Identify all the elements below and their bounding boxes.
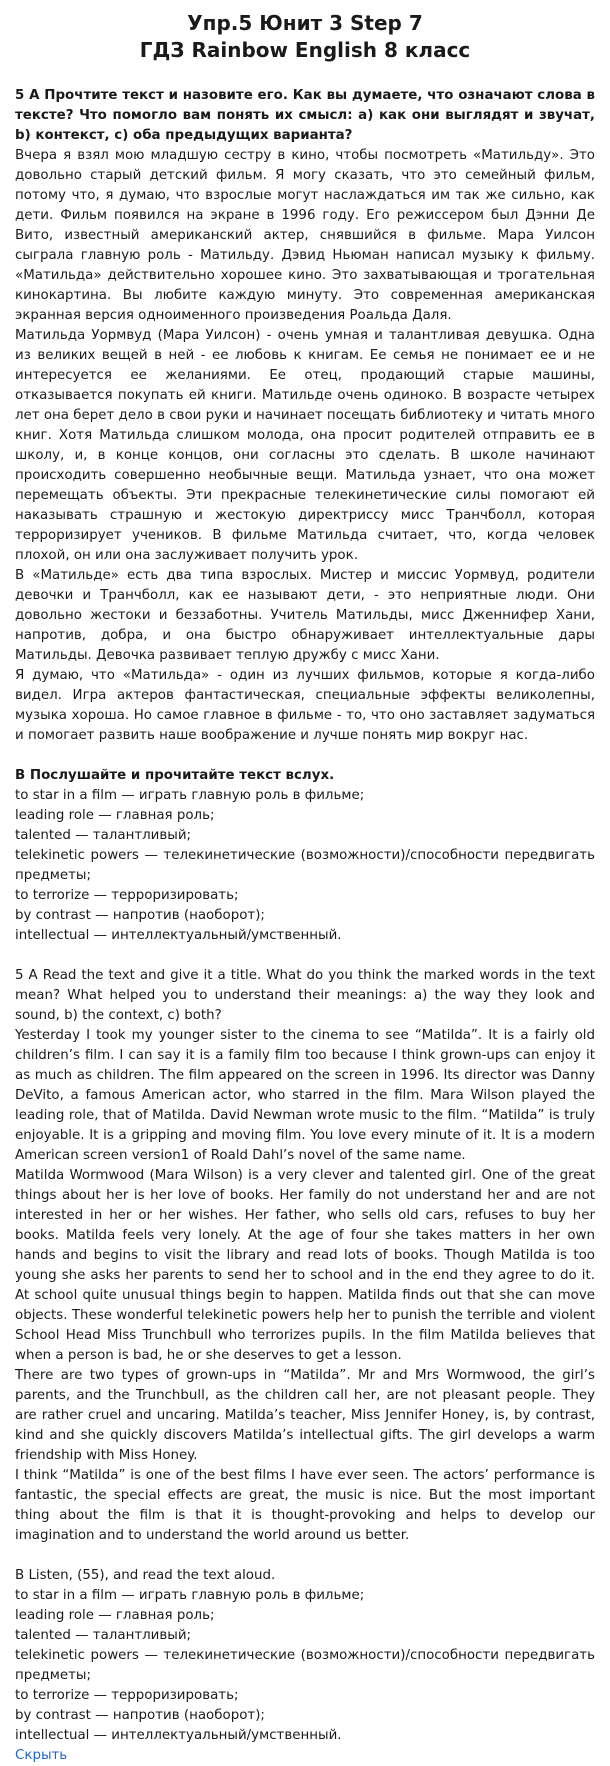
ru-task-a-heading: 5 A Прочтите текст и назовите его. Как вы думаете, что означают слова в тексте? Что помогло вам понять их смысл: а) как они выглядят и звучат, b) контекст, с) оба предыдущих варианта?	[15, 88, 595, 143]
en-vocab-item: to terrorize — терроризировать;	[15, 1688, 239, 1703]
ru-paragraph: Матильда Уормвуд (Мара Уилсон) - очень умная и талантливая девушка. Одна из великих вещей в ней - ее любовь к книгам. Ее семья не понимает ее и не интересуется ее желаниями. Ее отец, продающий старые машины, отказывается покупать ей книги. Матильде очень одиноко. В возрасте четырех лет она берет дело в свои руки и начинает посещать библиотеку и читать много книг. Хотя Матильда слишком молода, она просит родителей отправить ее в школу, и, в конце концов, они согласны это сделать. В школе начинают происходить совершенно необычные вещи. Матильда узнает, что она может перемещать объекты. Эти прекрасные телекинетические силы помогают ей наказывать страшную и жестокую директриссу мисс Транчболл, которая терроризирует учеников. В фильме Матильда считает, что, когда человек плохой, он или она заслуживает получить урок.	[15, 328, 595, 563]
ru-vocab-item: to terrorize — терроризировать;	[15, 888, 239, 903]
en-vocab-item: to star in a film — играть главную роль в фильме;	[15, 1588, 365, 1603]
ru-paragraph: Я думаю, что «Матильда» - один из лучших фильмов, которые я когда-либо видел. Игра актеров фантастическая, специальные эффекты великолепны, музыка хороша. Но самое главное в фильме - то, что оно заставляет задуматься и помогает развить наше воображение и лучше понять мир вокруг нас.	[15, 668, 595, 743]
ru-vocab-item: to star in a film — играть главную роль в фильме;	[15, 788, 365, 803]
en-vocab-item: intellectual — интеллектуальный/умственный.	[15, 1728, 342, 1743]
en-task-a-heading: 5 A Read the text and give it a title. What do you think the marked words in the text mean? What helped you to understand their meanings: a) the way they look and sound, b) the context, c) both?	[15, 968, 595, 1023]
ru-paragraph: В «Матильде» есть два типа взрослых. Мистер и миссис Уормвуд, родители девочки и Транчболл, как ее называют дети, - это неприятные люди. Они довольно жестоки и беззаботны. Учитель Матильды, мисс Дженнифер Хани, напротив, добра, и она быстро обнаруживает интеллектуальные дары Матильды. Девочка развивает теплую дружбу с мисс Хани.	[15, 568, 595, 663]
ru-paragraph: Вчера я взял мою младшую сестру в кино, чтобы посмотреть «Матильду». Это довольно старый детский фильм. Я могу сказать, что это семейный фильм, потому что, я думаю, что взрослые могут наслаждаться им так же сильно, как дети. Фильм появился на экране в 1996 году. Его режиссером был Дэнни Де Вито, известный американский актер, снявшийся в фильме. Мара Уилсон сыграла главную роль - Матильду. Дэвид Ньюман написал музыку к фильму. «Матильда» действительно хорошее кино. Это захватывающая и трогательная кинокартина. Вы любите каждую минуту. Это современная американская экранная версия одноименного произведения Роальда Даля.	[15, 148, 595, 323]
title-line-1: Упр.5 Юнит 3 Step 7	[187, 11, 423, 35]
answer-page	[15, 0, 595, 1766]
en-paragraph: Matilda Wormwood (Mara Wilson) is a very clever and talented girl. One of the great things about her is her love of books. Her family do not understand her and are not interested in her or her wishes. Her father, who sells old cars, refuses to buy her books. Matilda feels very lonely. At the age of four she takes matters in her own hands and begins to visit the library and read lots of books. Though Matilda is too young she asks her parents to send her to school and in the end they agree to do it. At school quite unusual things begin to happen. Matilda finds out that she can move objects. These wonderful telekinetic powers help her to punish the terrible and violent School Head Miss Trunchbull who terrorizes pupils. In the film Matilda believes that when a person is bad, he or she deserves to get a lesson.	[15, 1168, 595, 1363]
ru-vocab-item: leading role — главная роль;	[15, 808, 215, 823]
ru-vocab-item: by contrast — напротив (наоборот);	[15, 908, 265, 923]
en-vocab-item: talented — талантливый;	[15, 1628, 192, 1643]
en-paragraph: I think “Matilda” is one of the best films I have ever seen. The actors’ performance is fantastic, the special effects are great, the music is nice. But the most important thing about the film is that it is thought-provoking and helps to develop our imagination and to understand the world around us better.	[15, 1468, 595, 1543]
en-task-b-heading: B Listen, (55), and read the text aloud.	[15, 1568, 276, 1583]
page-title	[15, 10, 595, 64]
answer-content	[15, 86, 595, 1766]
ru-vocab-item: intellectual — интеллектуальный/умственный.	[15, 928, 342, 943]
en-vocab-item: telekinetic powers — телекинетические (возможности)/способности передвигать предметы;	[15, 1648, 595, 1683]
title-line-2: ГДЗ Rainbow English 8 класс	[139, 38, 471, 62]
en-vocab-item: leading role — главная роль;	[15, 1608, 215, 1623]
en-paragraph: There are two types of grown-ups in “Matilda”. Mr and Mrs Wormwood, the girl’s parents, and the Trunchbull, as the children call her, are not pleasant people. They are rather cruel and uncaring. Matilda’s teacher, Miss Jennifer Honey, is, by contrast, kind and she quickly discovers Matilda’s intellectual gifts. The girl develops a warm friendship with Miss Honey.	[15, 1368, 595, 1463]
spacer	[15, 1546, 595, 1566]
ru-vocab-item: telekinetic powers — телекинетические (возможности)/способности передвигать предметы;	[15, 848, 595, 883]
spacer	[15, 946, 595, 966]
ru-vocab-item: talented — талантливый;	[15, 828, 192, 843]
en-paragraph: Yesterday I took my younger sister to the cinema to see “Matilda”. It is a fairly old children’s film. I can say it is a family film too because I think grown-ups can enjoy it as much as children. The film appeared on the screen in 1996. Its director was Danny DeVito, a famous American actor, who starred in the film. Mara Wilson played the leading role, that of Matilda. David Newman wrote music to the film. “Matilda” is truly enjoyable. It is a gripping and moving film. You love every minute of it. It is a modern American screen version1 of Roald Dahl’s novel of the same name.	[15, 1028, 595, 1163]
hide-link[interactable]: Скрыть	[15, 1748, 68, 1763]
spacer	[15, 746, 595, 766]
ru-task-b-heading: B Послушайте и прочитайте текст вслух.	[15, 768, 335, 783]
en-vocab-item: by contrast — напротив (наоборот);	[15, 1708, 265, 1723]
